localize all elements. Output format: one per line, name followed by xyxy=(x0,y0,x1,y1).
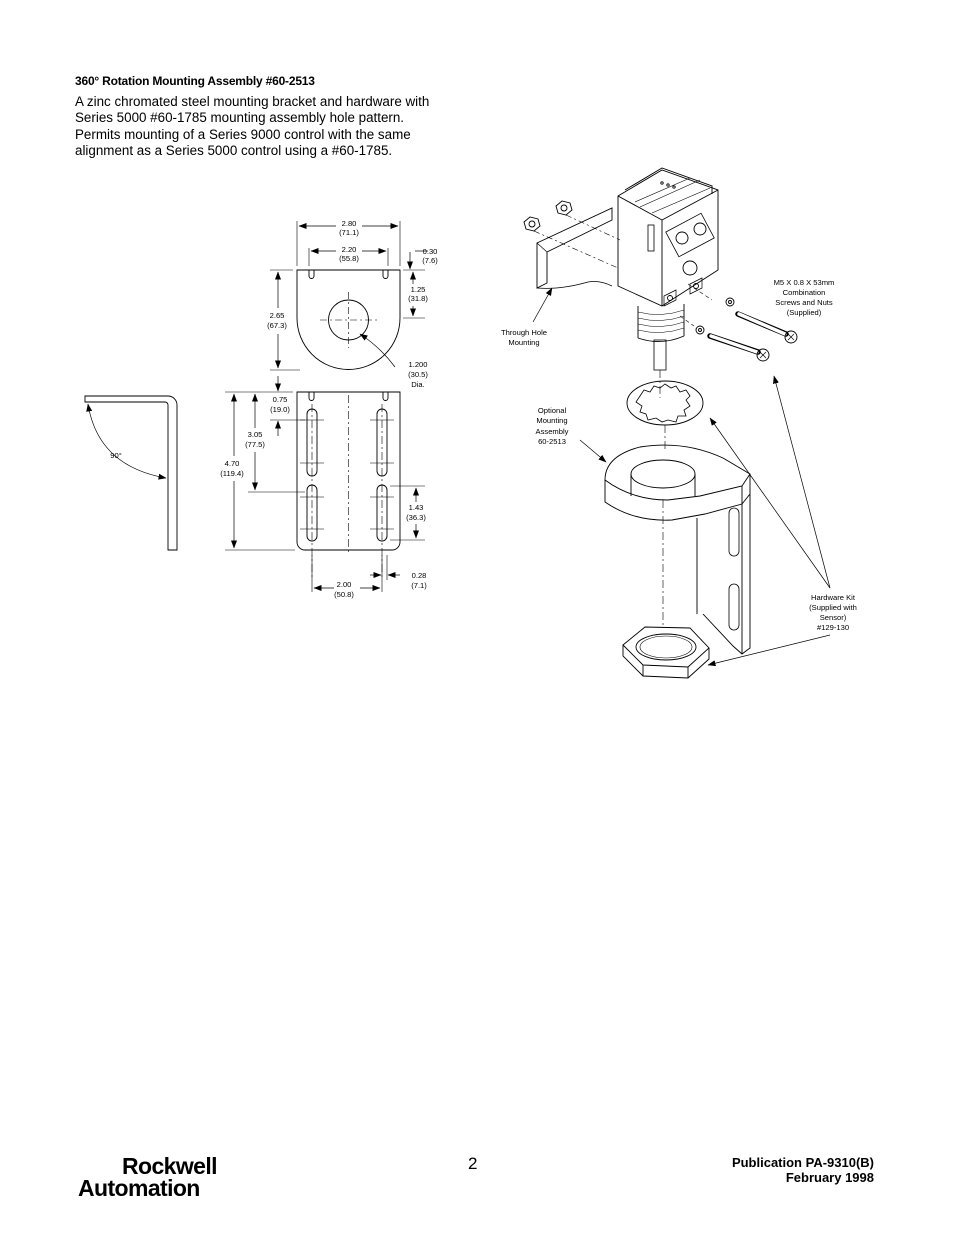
callout-text: Mounting xyxy=(536,416,568,425)
dim-text: (50.8) xyxy=(334,590,354,599)
description-line: A zinc chromated steel mounting bracket and hardware with xyxy=(75,94,430,109)
hex-nut-icon xyxy=(524,217,540,231)
page-number: 2 xyxy=(468,1154,478,1173)
bracket-side-profile xyxy=(85,396,177,550)
publication-info xyxy=(732,1155,874,1185)
dim-text: 2.00 xyxy=(336,580,352,589)
dim-text: (7.1) xyxy=(411,581,427,590)
callout-text: Assembly xyxy=(535,427,569,436)
dim-text: (19.0) xyxy=(270,405,290,414)
through-hole-bracket xyxy=(537,208,612,288)
dim-text: 3.05 xyxy=(247,430,263,439)
dim-text: (7.6) xyxy=(422,256,438,265)
dim-text: 4.70 xyxy=(224,459,240,468)
logo-line: Rockwell xyxy=(122,1153,217,1179)
description-line: Permits mounting of a Series 9000 control with the same xyxy=(75,126,411,142)
callout-text: #129-130 xyxy=(816,623,850,632)
dim-text: (55.8) xyxy=(339,254,359,263)
rockwell-automation-logo xyxy=(78,1155,217,1199)
dim-text: (71.1) xyxy=(339,228,359,237)
callout-text: Optional xyxy=(537,406,567,415)
dim-text: (77.5) xyxy=(245,440,265,449)
callout-text: Mounting xyxy=(508,338,540,347)
dim-text: 2.80 xyxy=(341,219,357,228)
dim-text: (67.3) xyxy=(267,321,287,330)
assembly-isometric xyxy=(524,168,830,678)
bracket-front-view xyxy=(225,376,425,592)
publication-number: Publication PA-9310(B) xyxy=(731,1155,874,1170)
dim-text: 2.20 xyxy=(341,245,357,254)
dim-text: 1.200 xyxy=(408,360,428,369)
dim-text: (31.8) xyxy=(408,294,428,303)
callout-text: Through Hole xyxy=(500,328,548,337)
angle-label: 90° xyxy=(110,451,122,460)
callout-text: (Supplied with xyxy=(809,603,857,612)
dim-text: 0.75 xyxy=(272,395,288,404)
hex-nut-large-icon xyxy=(623,627,709,678)
lock-washer-icon xyxy=(627,381,703,425)
dim-text: (30.5) xyxy=(408,370,428,379)
dim-text: 2.65 xyxy=(269,311,285,320)
callout-text: Combination xyxy=(782,288,826,297)
hex-nut-icon xyxy=(556,201,572,215)
dim-text: 1.43 xyxy=(408,503,424,512)
callout-text: Hardware Kit xyxy=(811,593,855,602)
dim-text: 0.28 xyxy=(411,571,427,580)
bracket-top-dim-labels xyxy=(267,219,438,389)
callout-text: Sensor) xyxy=(819,613,847,622)
screw-icon xyxy=(696,326,769,361)
bracket-top-view xyxy=(270,221,428,370)
logo-line: Automation xyxy=(78,1175,200,1201)
assembly-callouts xyxy=(501,278,857,632)
section-heading: 360° Rotation Mounting Assembly #60-2513 xyxy=(75,74,315,88)
description-line: alignment as a Series 5000 control using a #60-1785. xyxy=(75,143,393,159)
publication-date: February 1998 xyxy=(785,1170,874,1185)
dim-text: (36.3) xyxy=(406,513,426,522)
description-line: Series 5000 #60-1785 mounting assembly hole pattern. xyxy=(75,110,405,126)
callout-text: 60-2513 xyxy=(538,437,566,446)
dim-text: 0.30 xyxy=(422,247,438,256)
dim-text: (119.4) xyxy=(220,469,244,478)
callout-text: (Supplied) xyxy=(786,308,822,317)
sensor-body xyxy=(618,168,718,306)
dim-text: 1.25 xyxy=(410,285,426,294)
dim-text: Dia. xyxy=(411,380,425,389)
optional-l-bracket xyxy=(605,445,750,654)
callout-text: Screws and Nuts xyxy=(775,298,833,307)
callout-text: M5 X 0.8 X 53mm xyxy=(773,278,835,287)
